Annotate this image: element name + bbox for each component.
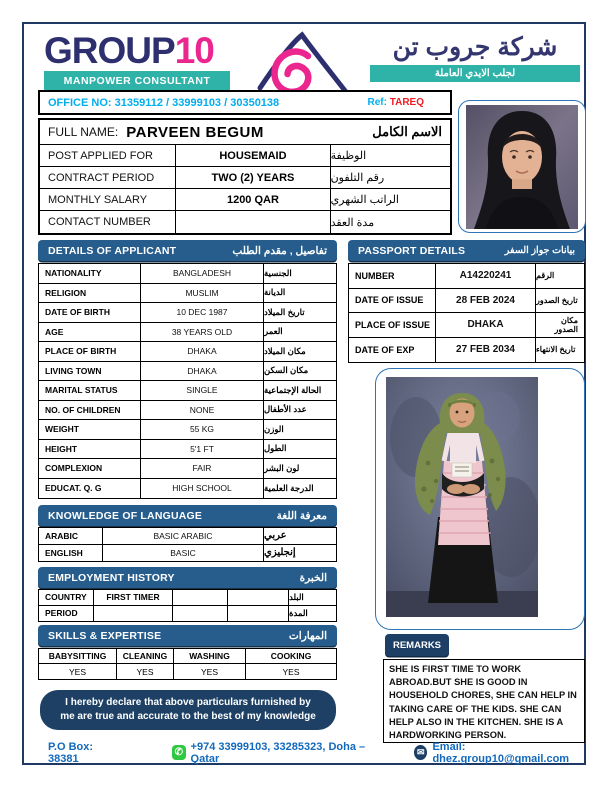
row-label: DATE OF ISSUE	[349, 289, 436, 313]
row-cell-1: FIRST TIMER	[94, 590, 173, 605]
row-label: AGE	[39, 323, 141, 342]
row-label: NUMBER	[349, 264, 436, 288]
row-label-arabic: الطول	[264, 443, 287, 454]
passport-title: PASSPORT DETAILS	[358, 244, 466, 257]
row-label-arabic: الديانة	[264, 287, 286, 298]
row-label-arabic: الجنسية	[264, 267, 292, 278]
row-cell-3	[228, 606, 289, 622]
skill-value: YES	[39, 664, 117, 679]
row-value: A14220241	[436, 264, 536, 288]
ref-field	[368, 97, 425, 108]
details-row	[39, 459, 336, 479]
skill-header: COOKING	[270, 651, 312, 661]
row-value: FAIR	[141, 459, 264, 478]
row-label: PLACE OF BIRTH	[39, 342, 141, 361]
row-label: MONTHLY SALARY	[40, 189, 176, 210]
company-name-arabic: شركة جروب تن	[392, 33, 558, 61]
row-label-arabic: لون البشر	[264, 462, 300, 473]
row-label-arabic: تاريخ الصدور	[536, 295, 578, 305]
language-row	[39, 528, 336, 545]
row-label: EDUCAT. Q. G	[39, 479, 141, 499]
office-number-box	[38, 90, 452, 115]
row-value: DHAKA	[436, 313, 536, 337]
passport-row	[349, 289, 584, 314]
ref-value: TAREQ	[389, 97, 424, 108]
skill-header: CLEANING	[117, 649, 174, 663]
row-label-arabic: المدة	[289, 607, 308, 618]
email-contact	[414, 741, 586, 765]
row-label-arabic: البلد	[289, 591, 304, 602]
details-row	[39, 381, 336, 401]
name-info-row	[40, 167, 450, 189]
row-label-arabic: رقم التلفون	[330, 172, 385, 184]
applicant-fullbody-photo	[386, 377, 538, 617]
row-label: PLACE OF ISSUE	[349, 313, 436, 337]
row-label: DATE OF BIRTH	[39, 303, 141, 322]
row-label-arabic: مدة العقد	[330, 216, 375, 229]
row-value: BANGLADESH	[141, 264, 264, 283]
row-label: ARABIC	[39, 528, 103, 544]
language-title-arabic: معرفة اللغة	[276, 509, 327, 522]
employment-section-header	[38, 567, 337, 588]
skills-title-arabic: المهارات	[288, 629, 327, 642]
whatsapp-icon: ✆	[172, 745, 185, 760]
details-section-header	[38, 240, 337, 261]
details-row	[39, 284, 336, 304]
name-info-row	[40, 145, 450, 167]
skills-section-header	[38, 625, 337, 646]
phone-text: +974 33999103, 33285323, Doha – Qatar	[190, 740, 366, 765]
row-value: HIGH SCHOOL	[141, 479, 264, 499]
row-label-arabic: تاريخ الميلاد	[264, 306, 305, 317]
passport-row	[349, 264, 584, 289]
details-row	[39, 303, 336, 323]
details-row	[39, 440, 336, 460]
skills-header-row	[39, 649, 336, 664]
row-label: NATIONALITY	[39, 264, 141, 283]
row-value: 55 KG	[141, 420, 264, 439]
row-value: 5'1 FT	[141, 440, 264, 459]
row-value: NONE	[141, 401, 264, 420]
passport-title-arabic: بيانات جواز السفر	[504, 245, 575, 256]
row-value: MUSLIM	[141, 284, 264, 303]
row-label-arabic: تاريخ الانتهاء	[536, 345, 576, 355]
row-label-arabic: الحالة الإجتماعية	[264, 384, 322, 395]
row-label-arabic: الوظيفة	[330, 150, 367, 162]
row-label-arabic: الراتب الشهري	[330, 194, 399, 206]
details-row	[39, 323, 336, 343]
manpower-consultant-banner: MANPOWER CONSULTANT	[44, 71, 230, 91]
row-value: TWO (2) YEARS	[176, 167, 330, 188]
row-label-arabic: مكان الصدور	[554, 315, 578, 334]
row-cell-1	[94, 606, 173, 622]
details-row	[39, 264, 336, 284]
row-value	[176, 211, 330, 233]
full-name-label: FULL NAME:	[48, 125, 119, 139]
email-text: Email: dhez.group10@gmail.com	[432, 740, 570, 765]
office-number-text: OFFICE NO: 31359112 / 33999103 / 30350138	[48, 96, 280, 109]
email-icon: ✉	[414, 745, 427, 760]
row-label-arabic: الرقم	[536, 271, 555, 281]
row-label: RELIGION	[39, 284, 141, 303]
name-info-row	[40, 211, 450, 233]
passport-table	[348, 263, 585, 363]
row-cell-2	[173, 590, 228, 605]
full-name-arabic: الاسم الكامل	[372, 124, 442, 139]
declaration-statement: I hereby declare that above particulars furnished by me are true and accurate to the best of my knowledge	[40, 690, 336, 730]
row-cell-3	[228, 590, 289, 605]
name-info-rows	[40, 145, 450, 233]
row-value: HOUSEMAID	[176, 145, 330, 166]
row-value: 10 DEC 1987	[141, 303, 264, 322]
remarks-text: SHE IS FIRST TIME TO WORK ABROAD.BUT SHE IS GOOD IN HOUSEHOLD CHORES, SHE CAN HELP IN TAKING CARE OF THE KIDS. SHE CAN HELP ALSO IN THE KITCHEN. SHE IS A HARDWORKING PERSON.	[383, 659, 585, 743]
logo-group-text: GROUP	[44, 30, 175, 71]
skills-value-row	[39, 664, 336, 679]
skill-header: BABYSITTING	[39, 649, 117, 663]
row-cell-2	[173, 606, 228, 622]
details-table	[38, 263, 337, 499]
row-label-arabic: عدد الأطفال	[264, 404, 307, 415]
row-label-arabic: إنجليزي	[264, 547, 296, 559]
employment-title: EMPLOYMENT HISTORY	[48, 571, 175, 584]
row-label: COMPLEXION	[39, 459, 141, 478]
ref-label: Ref:	[367, 97, 387, 108]
po-box-text: P.O Box: 38381	[48, 740, 94, 765]
row-value: 28 FEB 2024	[436, 289, 536, 313]
passport-row	[349, 313, 584, 338]
employment-row	[39, 590, 336, 606]
passport-section-header	[348, 240, 585, 261]
details-title: DETAILS OF APPLICANT	[48, 244, 177, 257]
row-label-arabic: عربي	[264, 530, 287, 542]
details-row	[39, 479, 336, 499]
row-label: PERIOD	[39, 606, 94, 622]
row-label-arabic: العمر	[264, 326, 283, 337]
passport-row	[349, 338, 584, 363]
language-section-header	[38, 505, 337, 526]
details-row	[39, 362, 336, 382]
employment-row	[39, 606, 336, 622]
row-label: POST APPLIED FOR	[40, 145, 176, 166]
applicant-fullbody-card	[375, 368, 585, 630]
company-emblem-icon	[252, 30, 352, 96]
row-value: BASIC	[103, 545, 264, 562]
applicant-portrait-card	[458, 100, 586, 233]
row-value: BASIC ARABIC	[103, 528, 264, 544]
row-value: 38 YEARS OLD	[141, 323, 264, 342]
row-value: SINGLE	[141, 381, 264, 400]
row-label: DATE OF EXP	[349, 338, 436, 363]
details-title-arabic: تفاصيل , مقدم الطلب	[232, 244, 327, 257]
applicant-portrait-photo	[466, 105, 578, 229]
company-tagline-arabic: لجلب الايدي العاملة	[370, 65, 580, 82]
row-label: MARITAL STATUS	[39, 381, 141, 400]
row-label: CONTRACT PERIOD	[40, 167, 176, 188]
row-label: ENGLISH	[39, 545, 103, 562]
skill-value: YES	[117, 664, 174, 679]
row-value: 1200 QAR	[176, 189, 330, 210]
group10-logo	[44, 32, 236, 91]
logo-wordmark	[44, 32, 236, 69]
language-row	[39, 545, 336, 562]
logo-10-text: 10	[174, 30, 214, 71]
row-label: LIVING TOWN	[39, 362, 141, 381]
row-value: DHAKA	[141, 342, 264, 361]
row-value: DHAKA	[141, 362, 264, 381]
row-label: COUNTRY	[39, 590, 94, 605]
skill-value: YES	[174, 664, 246, 679]
row-label: HEIGHT	[39, 440, 141, 459]
employment-table	[38, 589, 337, 622]
language-title: KNOWLEDGE OF LANGUAGE	[48, 509, 203, 522]
full-name-value: PARVEEN BEGUM	[126, 123, 264, 141]
name-table	[38, 118, 452, 235]
row-label-arabic: الدرجة العلمية	[264, 482, 314, 493]
name-info-row	[40, 189, 450, 211]
language-table	[38, 527, 337, 562]
row-label: WEIGHT	[39, 420, 141, 439]
details-row	[39, 401, 336, 421]
company-name-arabic-block	[370, 32, 580, 82]
row-label-arabic: مكان السكن	[264, 365, 309, 376]
skills-title: SKILLS & EXPERTISE	[48, 629, 162, 642]
row-value: 27 FEB 2034	[436, 338, 536, 363]
footer-contact-bar	[38, 742, 586, 763]
details-row	[39, 342, 336, 362]
row-label-arabic: الوزن	[264, 423, 284, 434]
phone-contact	[172, 741, 374, 765]
remarks-badge: REMARKS	[385, 634, 449, 656]
skills-table	[38, 648, 337, 680]
skill-header: WASHING	[174, 649, 246, 663]
full-name-row	[40, 120, 450, 145]
row-label: CONTACT NUMBER	[40, 211, 176, 233]
employment-title-arabic: الخبرة	[299, 571, 327, 584]
row-label: NO. OF CHILDREN	[39, 401, 141, 420]
row-label-arabic: مكان الميلاد	[264, 345, 306, 356]
details-row	[39, 420, 336, 440]
skill-value: YES	[282, 666, 300, 677]
